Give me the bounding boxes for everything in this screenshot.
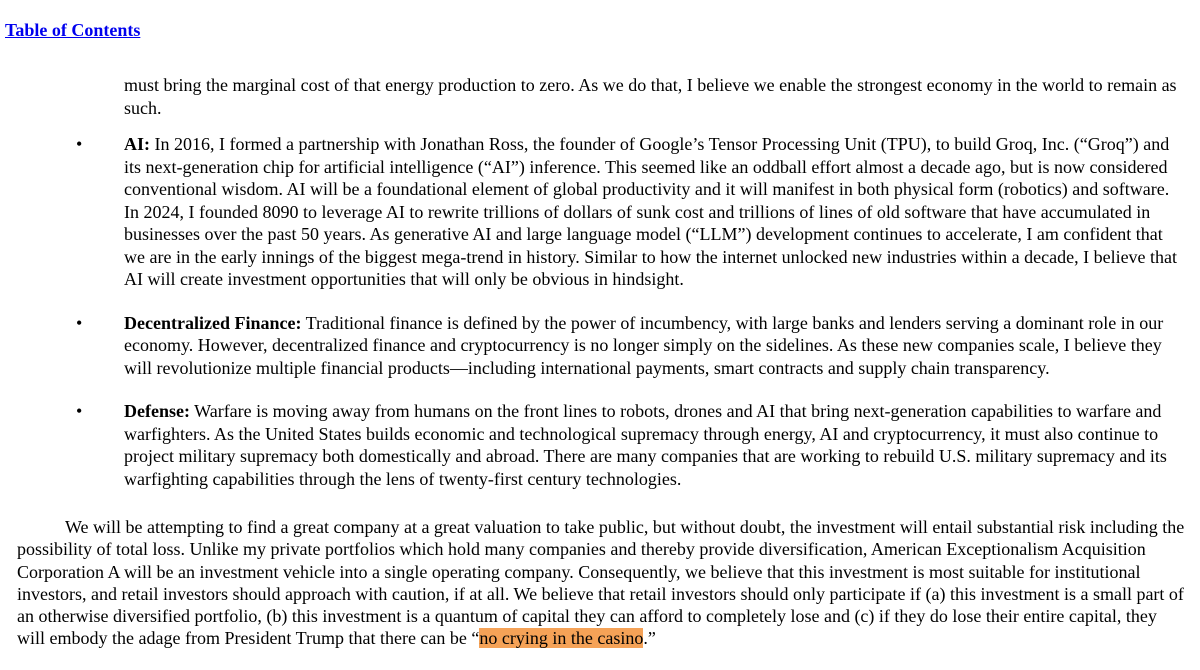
list-item-decentralized-finance bbox=[0, 312, 1186, 380]
bullet-icon: • bbox=[76, 312, 83, 333]
bullet-text: In 2016, I formed a partnership with Jonathan Ross, the founder of Google’s Tensor Processing Unit (TPU), to build Groq, Inc. (“Groq”) and its next-generation chip for artificial intelligence (“AI”) inference. This seemed like an oddball effort almost a decade ago, but is now considered conventional wisdom. AI will be a foundational element of global productivity and it will manifest in both physical form (robotics) and software. In 2024, I founded 8090 to leverage AI to rewrite trillions of dollars of sunk cost and trillions of lines of old software that have accumulated in businesses over the past 50 years. As generative AI and large language model (“LLM”) development continues to accelerate, I am confident that we are in the early innings of the biggest mega-trend in history. Similar to how the internet unlocked new industries within a decade, I believe that AI will create investment opportunities that will only be obvious in hindsight. bbox=[124, 134, 1178, 289]
continuation-paragraph: must bring the marginal cost of that energy production to zero. As we do that, I believe we enable the strongest economy in the world to remain as such. bbox=[124, 75, 1177, 118]
bullet-text: Warfare is moving away from humans on the front lines to robots, drones and AI that bring next-generation capabilities to warfare and warfighters. As the United States builds economic and technological supremacy through energy, AI and cryptocurrency, it must also continue to project military supremacy both domestically and abroad. There are many companies that are working to rebuild U.S. military supremacy and its warfighting capabilities through the lens of twenty-first century technologies. bbox=[124, 401, 1167, 489]
bullet-term: Defense: bbox=[124, 401, 190, 421]
closing-paragraph bbox=[17, 516, 1189, 650]
closing-text-end: .” bbox=[643, 628, 656, 649]
highlighted-phrase: no crying in the casino bbox=[479, 628, 644, 649]
list-item-ai bbox=[0, 133, 1186, 291]
table-of-contents-link[interactable]: Table of Contents bbox=[5, 20, 141, 40]
focus-areas-list bbox=[0, 133, 1200, 511]
bullet-term: Decentralized Finance: bbox=[124, 312, 302, 333]
list-item-defense bbox=[0, 400, 1186, 490]
bullet-text: Traditional finance is defined by the power of incumbency, with large banks and lenders serving a dominant role in our economy. However, decentralized finance and cryptocurrency is no longer simply on the sidelines. As these new companies scale, I believe they will revolutionize multiple financial products—including international payments, smart contracts and supply chain transparency. bbox=[124, 312, 1164, 378]
bullet-icon: • bbox=[76, 134, 83, 154]
closing-text: We will be attempting to find a great company at a great valuation to take public, but without doubt, the investment will entail substantial risk including the possibility of total loss. Unlike my private portfolios which hold many companies and thereby provide diversification, American Exceptionalism Acquisition Corporation A will be an investment vehicle into a single operating company. Consequently, we believe that this investment is most suitable for institutional investors, and retail investors should approach with caution, if at all. We believe that retail investors should only participate if (a) this investment is a small part of an otherwise diversified portfolio, (b) this investment is a quantum of capital they can afford to completely lose and (c) if they do lose their entire capital, they will embody the adage from President Trump that there can be “ bbox=[17, 517, 1185, 649]
bullet-icon: • bbox=[76, 401, 83, 421]
bullet-term: AI: bbox=[124, 134, 150, 154]
